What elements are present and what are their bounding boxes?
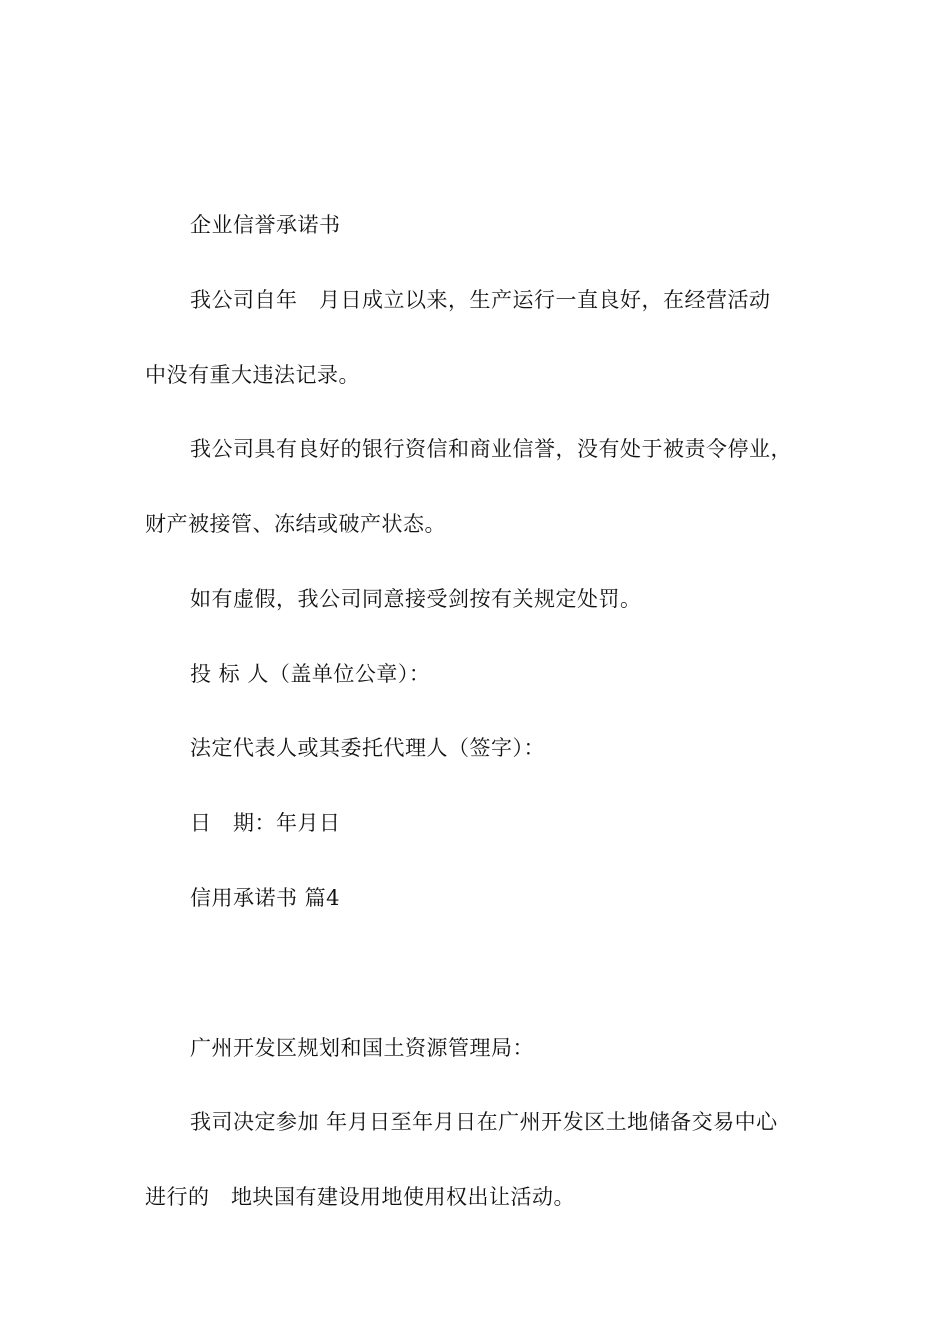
paragraph-line: 我公司自年 月日成立以来，生产运行一直良好，在经营活动 — [190, 288, 771, 312]
date-line: 日 期：年月日 — [190, 811, 341, 835]
heading-enterprise-credit-pledge: 企业信誉承诺书 — [190, 213, 341, 237]
bidder-seal-line: 投 标 人（盖单位公章）： — [190, 662, 431, 686]
paragraph-line: 如有虚假，我公司同意接受剑按有关规定处罚。 — [190, 587, 642, 611]
section-title-credit-pledge-4: 信用承诺书 篇4 — [190, 886, 341, 910]
paragraph-line: 我司决定参加 年月日至年月日在广州开发区土地储备交易中心 — [190, 1110, 778, 1134]
representative-signature-line: 法定代表人或其委托代理人（签字）： — [190, 736, 545, 760]
paragraph-line: 进行的 地块国有建设用地使用权出让活动。 — [145, 1185, 575, 1209]
paragraph-line: 财产被接管、冻结或破产状态。 — [145, 512, 446, 536]
paragraph-line: 中没有重大违法记录。 — [145, 363, 360, 387]
paragraph-line: 我公司具有良好的银行资信和商业信誉，没有处于被责令停业， — [190, 437, 792, 461]
addressee-line: 广州开发区规划和国土资源管理局： — [190, 1036, 534, 1060]
